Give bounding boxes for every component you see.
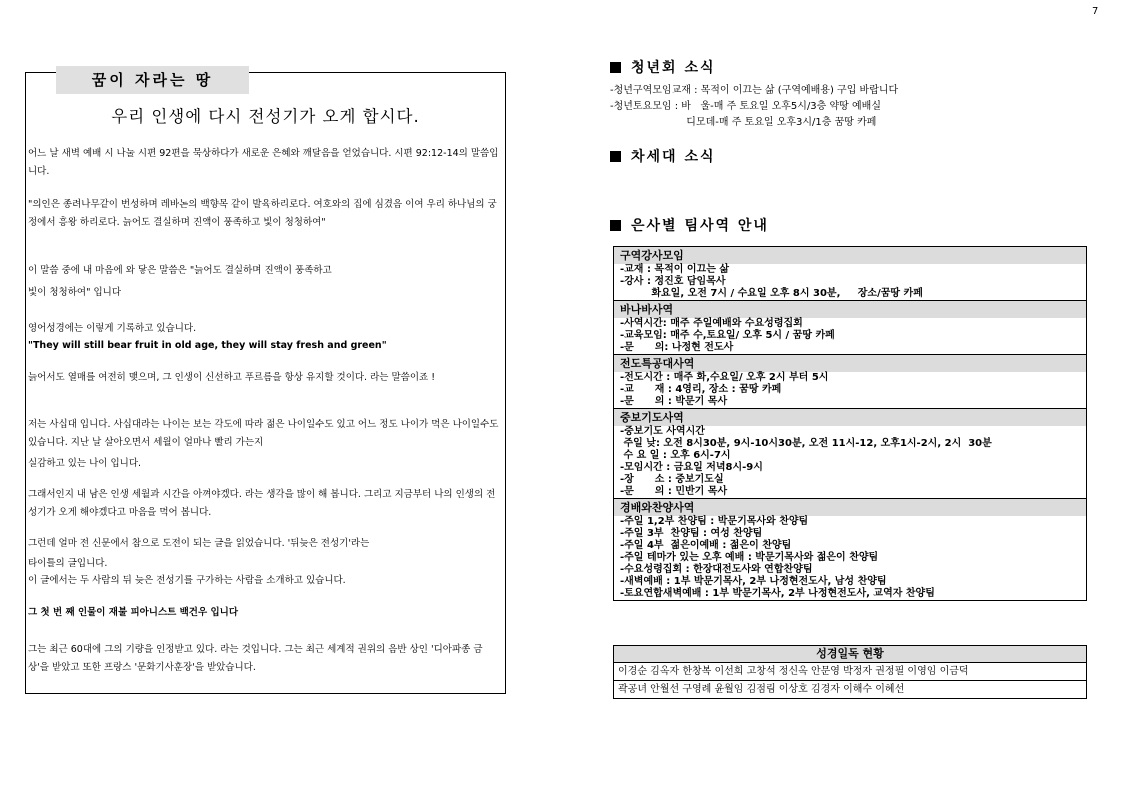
ministry-section-intercession bbox=[614, 408, 1086, 498]
ministry-line: -중보기도 사역시간 bbox=[620, 426, 705, 437]
team-ministry-heading: 은사별 팀사역 안내 bbox=[610, 215, 769, 235]
ministry-line: 화요일, 오전 7시 / 수요일 오후 8시 30분, 장소/꿈땅 카페 bbox=[620, 288, 923, 299]
ministry-section-evangelism bbox=[614, 354, 1086, 408]
youth-news-line: -청년구역모임교재 : 목적이 이끄는 삶 (구역예배용) 구입 바랍니다 bbox=[610, 85, 899, 96]
bible-reading-box bbox=[613, 645, 1087, 699]
essay-paragraph: 빛이 청청하여" 입니다 bbox=[28, 287, 122, 298]
ministry-line: -주일 4부 젊은이예배 : 젊은이 찬양팀 bbox=[620, 540, 792, 551]
essay-paragraph: 실감하고 있는 나이 입니다. bbox=[28, 458, 142, 469]
ministry-line: -장 소 : 중보기도실 bbox=[620, 474, 724, 485]
ministry-line: -모임시간 : 금요일 저녁8시-9시 bbox=[620, 462, 763, 473]
youth-news-line: 디모데-매 주 토요일 오후3시/1층 꿈땅 카페 bbox=[610, 117, 877, 128]
essay-paragraph: 그래서인지 내 남은 인생 세월과 시간을 아껴야겠다. 라는 생각을 많이 해 봅니다. 그리고 지금부터 나의 인생의 전성기가 오게 해야겠다고 마음을 먹어 봅니다. bbox=[28, 489, 496, 518]
ministry-line: 수 요 일 : 오후 6시-7시 bbox=[620, 450, 731, 461]
bible-reading-title: 성경일독 현황 bbox=[614, 646, 1086, 663]
youth-news-list bbox=[610, 83, 898, 131]
ministry-section-title: 전도특공대사역 bbox=[614, 354, 1086, 372]
square-bullet-icon bbox=[610, 220, 621, 231]
essay-paragraph: 영어성경에는 이렇게 기록하고 있습니다. bbox=[28, 323, 197, 334]
ministry-line: -새벽예배 : 1부 박문기목사, 2부 나정현전도사, 남성 찬양팀 bbox=[620, 576, 887, 587]
ministry-line: -주일 테마가 있는 오후 예배 : 박문기목사와 젊은이 찬양팀 bbox=[620, 552, 879, 563]
bible-reading-names-row: 이경순 김옥자 한창복 이선희 고창석 정신옥 안문영 박정자 권정필 이영임 이금덕 bbox=[618, 666, 969, 677]
page-number: 7 bbox=[1092, 6, 1099, 17]
essay-section-title: 꿈이 자라는 땅 bbox=[56, 66, 249, 94]
ministry-line: -문 의 : 민반기 목사 bbox=[620, 486, 728, 497]
ministry-section-title: 경배와찬양사역 bbox=[614, 498, 1086, 516]
essay-paragraph: 저는 사십대 입니다. 사십대라는 나이는 보는 각도에 따라 젊은 나이일수도 있고 어느 정도 나이가 먹은 나이일수도 있습니다. 지난 날 살아오면서 세월이 얼마나 빨리 가는지 bbox=[28, 419, 499, 448]
ministry-line: 주일 낮: 오전 8시30분, 9시-10시30분, 오전 11시-12, 오후1시-2시, 2시 30분 bbox=[620, 438, 992, 449]
ministry-section-title: 바나바사역 bbox=[614, 300, 1086, 318]
ministry-line: -문 의: 나정현 전도사 bbox=[620, 342, 734, 353]
ministry-line: -전도시간 : 매주 화,수요일/ 오후 2시 부터 5시 bbox=[620, 372, 829, 383]
essay-paragraph-english: "They will still bear fruit in old age, they will stay fresh and green" bbox=[28, 340, 387, 351]
essay-paragraph: 그런데 얼마 전 신문에서 참으로 도전이 되는 글을 읽었습니다. '뒤늦은 전성기'라는 bbox=[28, 538, 370, 549]
ministry-line: -수요성령집회 : 한장대전도사와 연합찬양팀 bbox=[620, 564, 813, 575]
ministry-section-cell-leaders bbox=[614, 247, 1086, 300]
square-bullet-icon bbox=[610, 151, 621, 162]
bible-reading-names-row: 곽공녀 안월선 구영례 윤월임 김점림 이상호 김경자 이해수 이혜선 bbox=[614, 680, 1086, 698]
essay-paragraph: 그는 최근 60대에 그의 기량을 인정받고 있다. 라는 것입니다. 그는 최근 세계적 권위의 음반 상인 '디아파종 금상'을 받았고 또한 프랑스 '문화기사훈장'을 받았습니다. bbox=[28, 644, 483, 673]
essay-paragraph: 어느 날 새벽 예배 시 나눌 시편 92편을 묵상하다가 새로운 은혜와 깨달음을 얻었습니다. 시편 92:12-14의 말씀입니다. bbox=[28, 148, 499, 177]
essay-headline: 우리 인생에 다시 전성기가 오게 합시다. bbox=[111, 107, 420, 126]
ministry-line: -토요연합새벽예배 : 1부 박문기목사, 2부 나정현전도사, 교역자 찬양팀 bbox=[620, 588, 935, 599]
next-gen-news-heading: 차세대 소식 bbox=[610, 146, 716, 166]
ministry-line: -교재 : 목적이 이끄는 삶 bbox=[620, 264, 730, 275]
essay-paragraph: 이 글에서는 두 사람의 뒤 늦은 전성기를 구가하는 사람을 소개하고 있습니다. bbox=[28, 575, 346, 586]
ministry-line: -문 의 : 박문기 목사 bbox=[620, 396, 728, 407]
ministry-line: -강사 : 정진호 담임목사 bbox=[620, 276, 726, 287]
ministry-line: -사역시간: 매주 주일예배와 수요성령집회 bbox=[620, 318, 803, 329]
ministry-guide-table bbox=[613, 246, 1087, 601]
ministry-section-barnabas bbox=[614, 300, 1086, 354]
ministry-line: -주일 1,2부 찬양팀 : 박문기목사와 찬양팀 bbox=[620, 516, 809, 527]
ministry-line: -교육모임: 매주 수,토요일/ 오후 5시 / 꿈땅 카페 bbox=[620, 330, 835, 341]
youth-news-heading: 청년회 소식 bbox=[610, 57, 716, 77]
ministry-line: -교 재 : 4영리, 장소 : 꿈땅 카페 bbox=[620, 384, 782, 395]
ministry-line: -주일 3부 찬양팀 : 여성 찬양팀 bbox=[620, 528, 763, 539]
youth-news-line: -청년토요모임 : 바 울-매 주 토요일 오후5시/3층 약땅 예배실 bbox=[610, 101, 881, 112]
essay-paragraph: 이 말씀 중에 내 마음에 와 닿은 말씀은 "늙어도 결실하며 진액이 풍족하고 bbox=[28, 265, 332, 276]
essay-paragraph-highlight: 그 첫 번 째 인물이 재불 피아니스트 백건우 입니다 bbox=[28, 607, 238, 618]
essay-paragraph: 타이틀의 글입니다. bbox=[28, 558, 108, 569]
essay-paragraph: 늙어서도 열매를 여전히 맺으며, 그 인생이 신선하고 푸르름을 항상 유지할 것이다. 라는 말씀이죠 ! bbox=[28, 372, 436, 383]
ministry-section-title: 구역강사모임 bbox=[614, 247, 1086, 264]
essay-paragraph: "의인은 종려나무같이 번성하며 레바논의 백향목 같이 발육하리로다. 여호와의 집에 심겼음 이여 우리 하나님의 궁정에서 흥왕 하리로다. 늙어도 결실하며 진액이 풍족하고 빛이 청청하여" bbox=[28, 199, 497, 228]
ministry-section-worship bbox=[614, 498, 1086, 600]
square-bullet-icon bbox=[610, 62, 621, 73]
ministry-section-title: 중보기도사역 bbox=[614, 408, 1086, 426]
